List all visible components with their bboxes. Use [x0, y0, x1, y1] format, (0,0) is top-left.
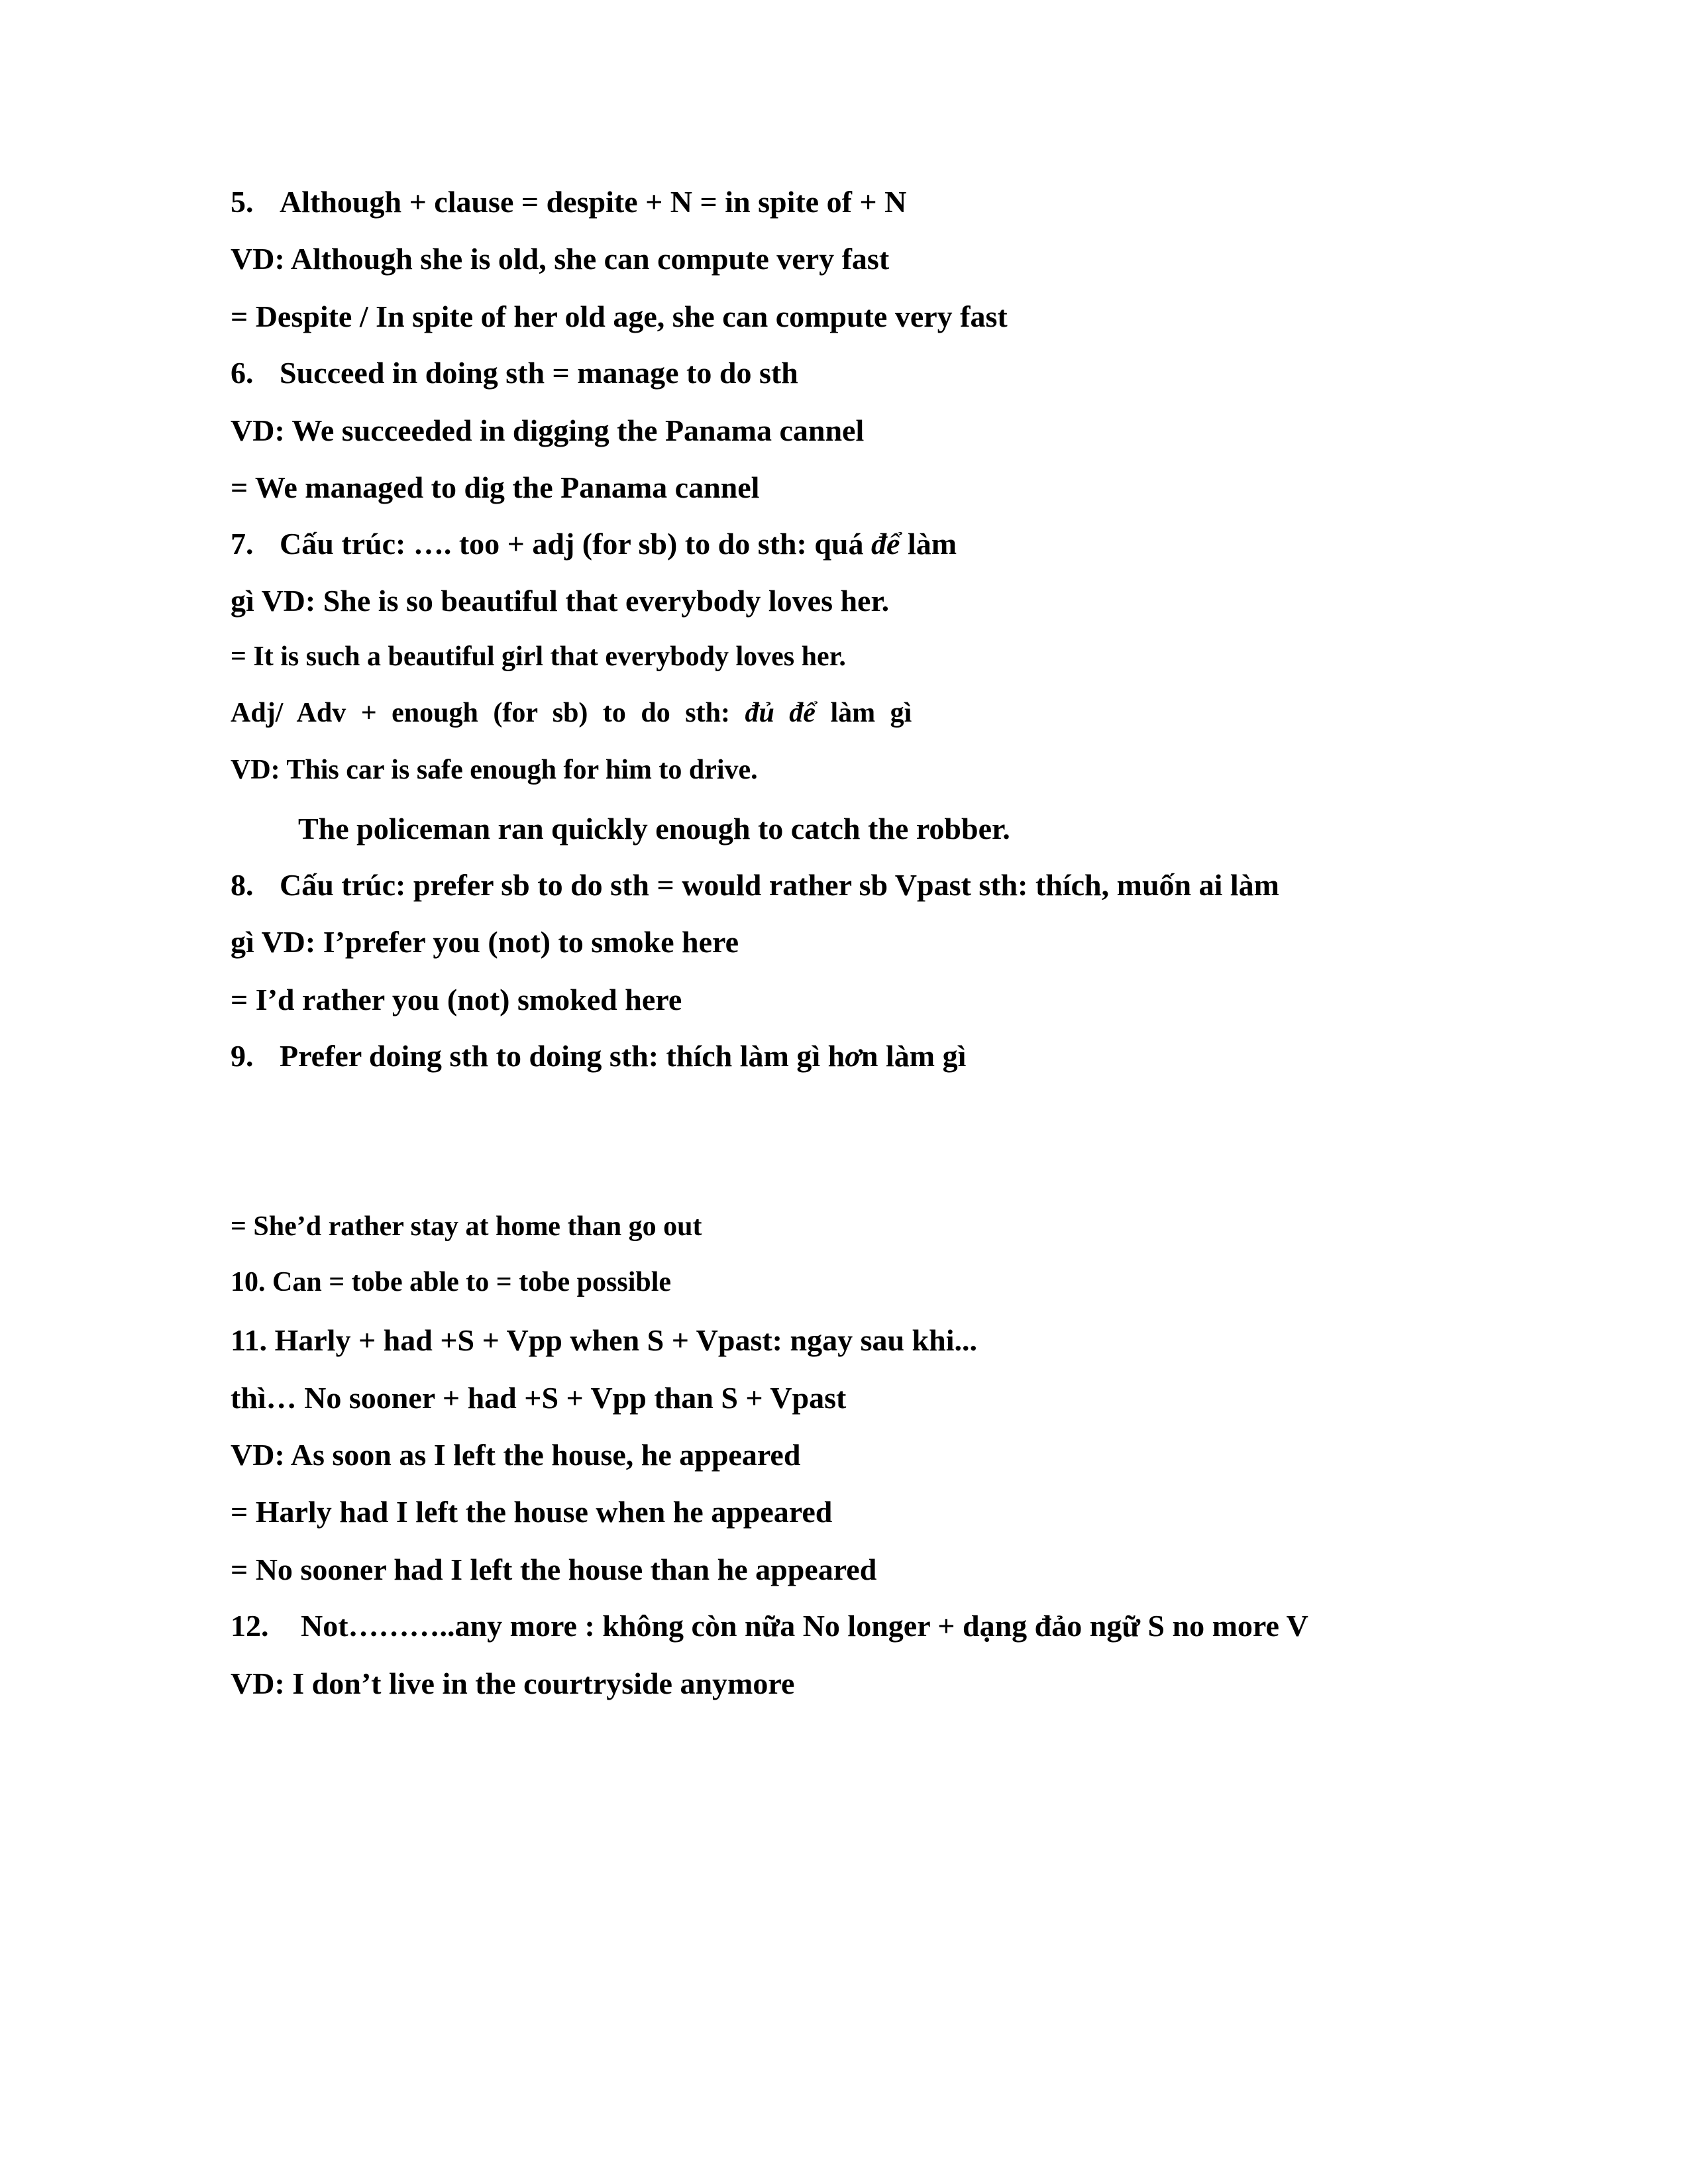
- example-line: VD: Although she is old, she can compute very fast: [231, 242, 890, 276]
- list-number: 7.: [231, 527, 254, 561]
- rule-line: thì… No sooner + had +S + Vpp than S + Vpast: [231, 1381, 847, 1415]
- rule-text-italic: đủ để: [745, 698, 816, 728]
- rule-11-heading: 11. Harly + had +S + Vpp when S + Vpast: ngay sau khi...: [231, 1323, 977, 1357]
- example-line: VD: I don’t live in the courtryside anymore: [231, 1666, 795, 1700]
- equivalent-line: = It is such a beautiful girl that everybody loves her.: [231, 641, 846, 672]
- rule-text: Prefer doing sth to doing sth: thích làm gì h: [280, 1039, 845, 1073]
- equivalent-line: = No sooner had I left the house than he appeared: [231, 1553, 877, 1586]
- example-line: The policeman ran quickly enough to catch the robber.: [298, 812, 1010, 846]
- rule-text-italic: để: [871, 527, 900, 561]
- example-line: gì VD: I’prefer you (not) to smoke here: [231, 925, 739, 959]
- rule-text-italic: ơ: [845, 1039, 861, 1073]
- equivalent-line: = Harly had I left the house when he appeared: [231, 1495, 833, 1529]
- rule-10-heading: 10. Can = tobe able to = tobe possible: [231, 1267, 672, 1297]
- rule-text: Succeed in doing sth = manage to do sth: [280, 356, 798, 390]
- list-number: 5.: [231, 185, 254, 219]
- equivalent-line: = Despite / In spite of her old age, she can compute very fast: [231, 300, 1008, 333]
- rule-text: Adj/ Adv + enough (for sb) to do sth:: [231, 698, 745, 728]
- rule-text: Although + clause = despite + N = in spite of + N: [280, 185, 907, 219]
- rule-text: n làm gì: [861, 1039, 967, 1073]
- example-line: gì VD: She is so beautiful that everybody loves her.: [231, 584, 890, 618]
- rule-line: [231, 699, 912, 727]
- list-number: 12.: [231, 1609, 269, 1643]
- rule-12-heading: [231, 1611, 1308, 1641]
- rule-text: làm gì: [815, 698, 912, 728]
- rule-text: làm: [900, 527, 957, 561]
- rule-8-heading: [231, 870, 1279, 901]
- rule-7-heading: [231, 529, 957, 559]
- example-line: VD: As soon as I left the house, he appeared: [231, 1438, 801, 1472]
- rule-text: Cấu trúc: prefer sb to do sth = would rather sb Vpast sth: thích, muốn ai làm: [280, 868, 1279, 902]
- example-line: VD: We succeeded in digging the Panama cannel: [231, 413, 865, 447]
- list-number: 9.: [231, 1039, 254, 1073]
- equivalent-line: = We managed to dig the Panama cannel: [231, 470, 760, 504]
- example-line: VD: This car is safe enough for him to drive.: [231, 755, 758, 785]
- equivalent-line: = She’d rather stay at home than go out: [231, 1211, 702, 1242]
- list-number: 8.: [231, 868, 254, 902]
- rule-6-heading: [231, 358, 798, 388]
- rule-5-heading: [231, 187, 906, 217]
- rule-text: Not………..any more : không còn nữa No longer + dạng đảo ngữ S no more V: [301, 1609, 1308, 1643]
- rule-9-heading: [231, 1041, 966, 1071]
- list-number: 6.: [231, 356, 254, 390]
- equivalent-line: = I’d rather you (not) smoked here: [231, 983, 682, 1016]
- rule-text: Cấu trúc: …. too + adj (for sb) to do sth: quá: [280, 527, 872, 561]
